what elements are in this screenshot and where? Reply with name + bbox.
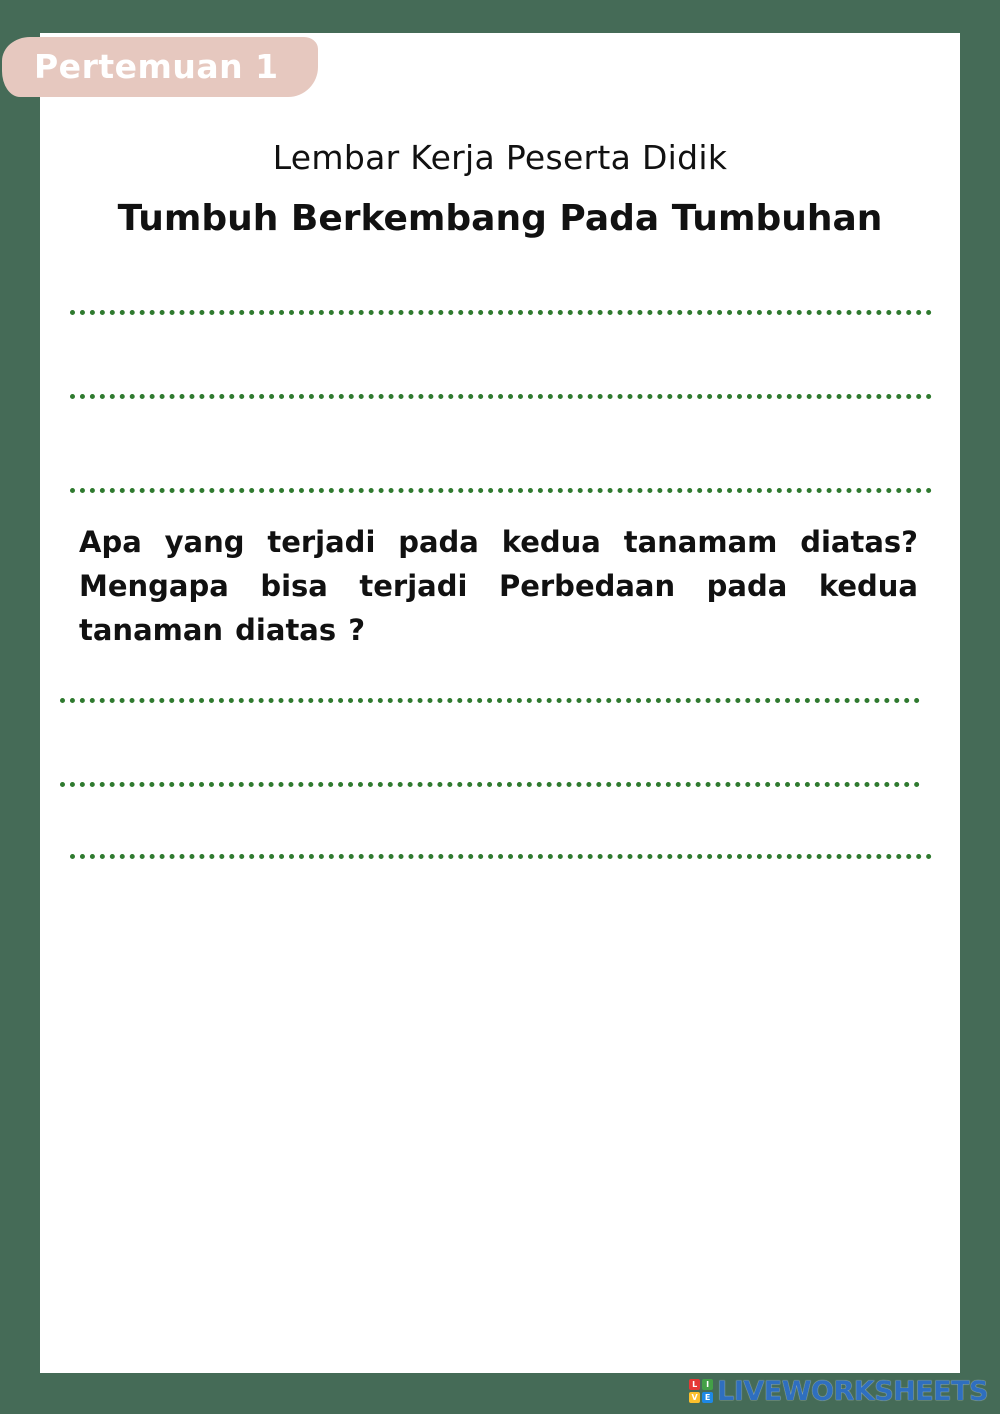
answer-line-4	[60, 698, 920, 703]
brand-icon-letter-v: V	[689, 1392, 700, 1403]
brand-text: LIVEWORKSHEETS	[717, 1375, 988, 1407]
answer-field-5[interactable]	[60, 738, 920, 784]
answer-line-1	[70, 310, 932, 315]
liveworksheets-icon	[689, 1379, 713, 1403]
answer-line-5	[60, 782, 920, 787]
session-tag: Pertemuan 1	[2, 37, 318, 97]
answer-line-3	[70, 488, 932, 493]
answer-line-2	[70, 394, 932, 399]
answer-field-6[interactable]	[70, 810, 930, 856]
answer-field-4[interactable]	[60, 654, 920, 700]
question-text: Apa yang terjadi pada kedua tanamam diatas? Mengapa bisa terjadi Perbedaan pada kedua tanaman diatas ?	[79, 525, 918, 647]
answer-field-3[interactable]	[70, 444, 930, 490]
answer-field-1[interactable]	[70, 266, 930, 312]
worksheet-title: Tumbuh Berkembang Pada Tumbuhan	[117, 198, 883, 239]
brand-icon-letter-l: L	[689, 1379, 700, 1390]
liveworksheets-logo	[689, 1376, 988, 1406]
answer-line-6	[70, 854, 932, 859]
brand-icon-letter-i: I	[702, 1379, 713, 1390]
answer-field-2[interactable]	[70, 350, 930, 396]
worksheet-subtitle: Lembar Kerja Peserta Didik	[272, 138, 728, 177]
brand-icon-letter-e: E	[702, 1392, 713, 1403]
